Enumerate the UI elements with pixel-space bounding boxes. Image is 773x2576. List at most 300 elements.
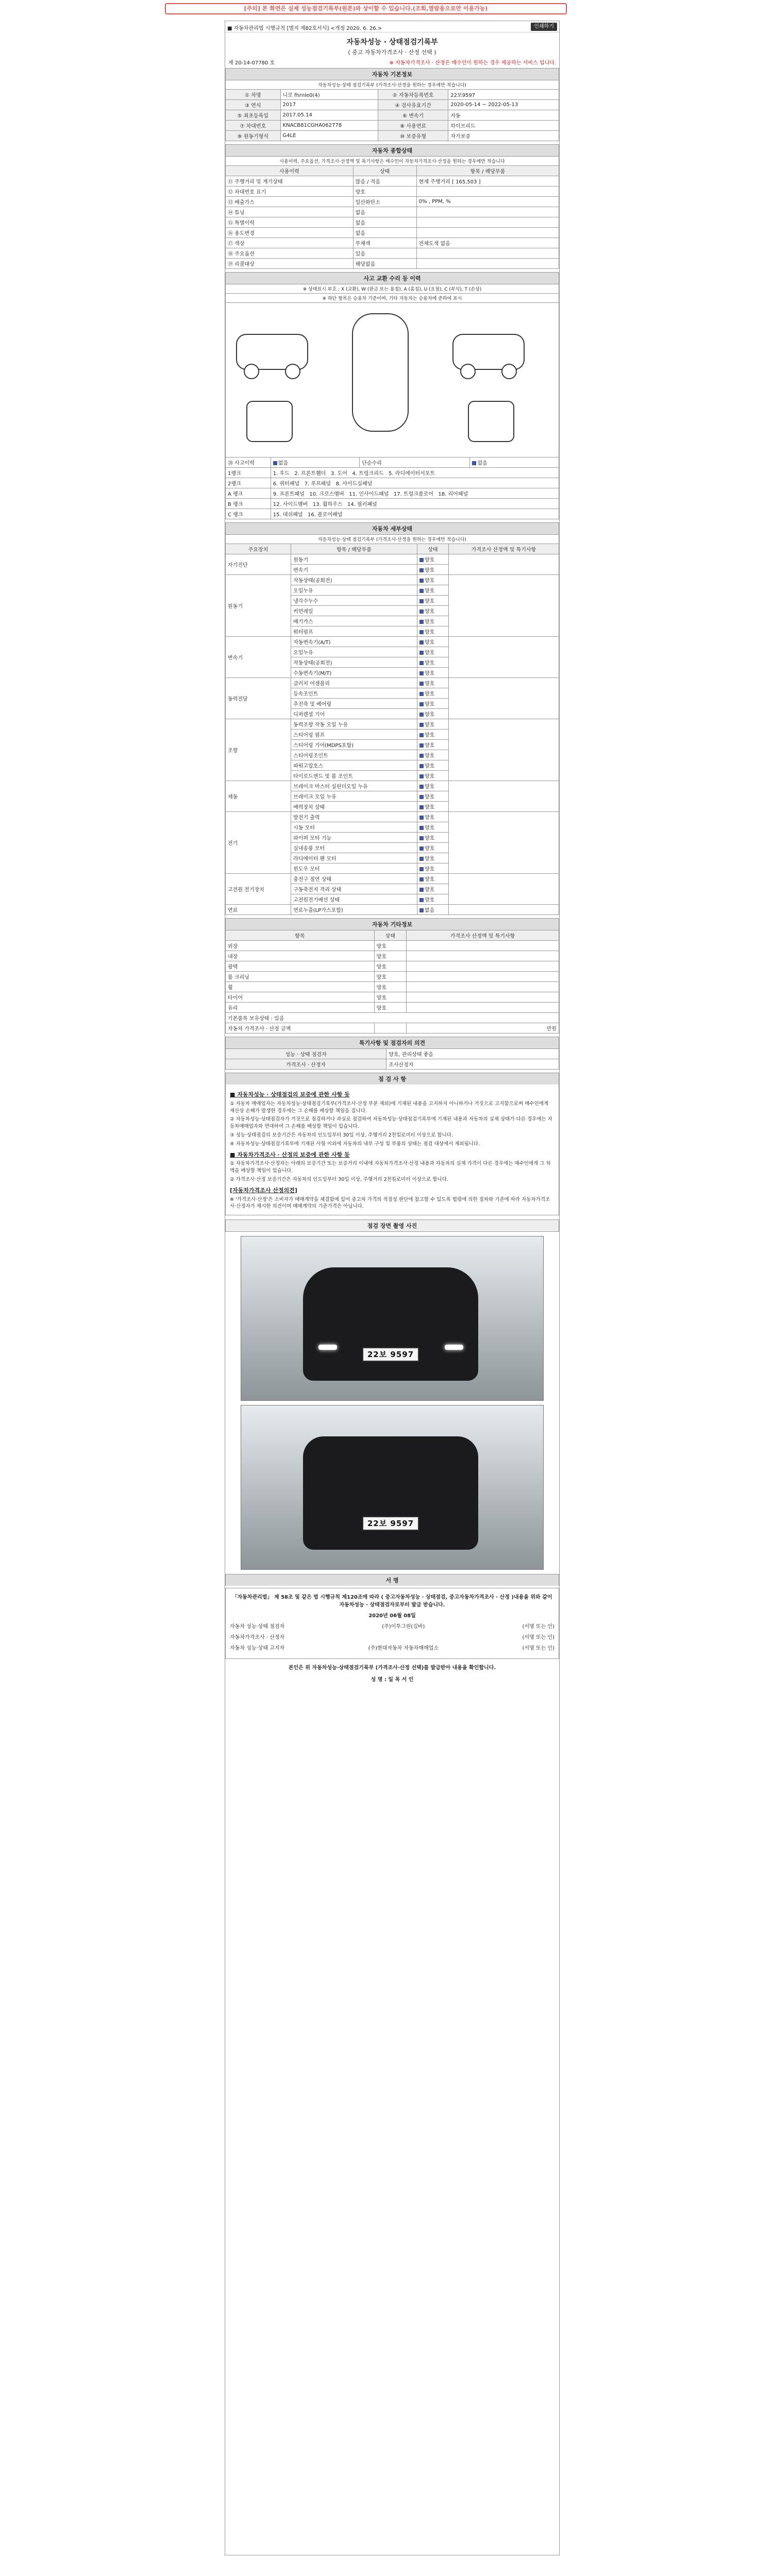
status-cell (417, 905, 448, 915)
opinion-value: 양호, 관리상태 좋음 (386, 1049, 559, 1059)
group-name: 동력전달 (226, 678, 291, 719)
status-cell (417, 565, 448, 575)
table-cell: 해당없음 (353, 259, 416, 269)
item-name: 커먼레일 (291, 606, 417, 616)
checkbox-icon (419, 764, 424, 768)
status-label: 양호 (424, 887, 435, 893)
table-cell: 무채색 (353, 238, 416, 248)
checkbox-icon (273, 461, 277, 465)
table-cell: 사용이력 (226, 166, 354, 176)
checkbox-icon (419, 774, 424, 778)
item-name: 작동상태(공회전) (291, 575, 417, 585)
item-state: 양호 (374, 982, 406, 992)
status-label: 양호 (424, 733, 435, 738)
table-cell: ⑰ 색상 (226, 238, 354, 248)
car-rear-image (303, 1436, 478, 1550)
signature-cell: 자동차 성능·상태 점검자 (230, 1624, 285, 1630)
checkbox-icon (419, 826, 424, 830)
checkbox-icon (419, 702, 424, 706)
item-name: 윈도우 모터 (291, 863, 417, 874)
grade-b-label: B 랭크 (226, 499, 271, 509)
status-label: 양호 (424, 619, 435, 625)
status-label: 양호 (424, 712, 435, 718)
repair-label: 단순수리 (360, 457, 470, 468)
status-cell (417, 668, 448, 678)
table-row (226, 110, 559, 121)
item-name: 디퍼렌셜 기어 (291, 709, 417, 719)
status-title: 자동차 종합상태 (225, 144, 559, 156)
price-note-cell (448, 637, 559, 678)
checkbox-icon (419, 692, 424, 696)
checkbox-icon (419, 651, 424, 655)
table-row (226, 972, 559, 982)
signature-block (225, 1588, 559, 1659)
table-row (226, 812, 559, 822)
item-name: 브레이크 오일 누유 (291, 791, 417, 802)
table-cell: 양호 (353, 187, 416, 197)
rear-photo (241, 1405, 544, 1570)
detail-note: 자동차성능·상태 점검기록부 (가격조사·산정을 원하는 경우에만 적습니다) (225, 534, 559, 544)
table-row (226, 575, 559, 585)
item-name: 오일누유 (291, 585, 417, 596)
form-header (225, 21, 559, 32)
checkbox-icon (419, 805, 424, 809)
status-label: 양호 (424, 691, 435, 697)
status-label: 양호 (424, 877, 435, 883)
notice-paragraph: ① 자동차 매매업자는 자동차성능·상태점검기록부(가격조사·산정 부분 제외)에 기재된 내용을 고지하지 아니하거나 거짓으로 고지함으로써 매수인에게 재산상 손해가 발생한 경우에는 그 손해를 배상할 책임을 집니다. (230, 1100, 549, 1114)
table-cell: ⑭ 튜닝 (226, 207, 354, 217)
item-name: 발전기 출력 (291, 812, 417, 822)
item-name: 등속조인트 (291, 688, 417, 699)
table-cell: ⑲ 리콜대상 (226, 259, 354, 269)
table-row (226, 121, 559, 131)
table-row (226, 187, 559, 197)
checkbox-icon (419, 609, 424, 614)
item-name: 파워고압호스 (291, 760, 417, 771)
price-unit: 만원 (407, 1023, 559, 1033)
item-name: 내장 (226, 951, 375, 961)
field-label: ④ 검사유효기간 (378, 100, 448, 110)
document-title: 자동차성능 · 상태점검기록부 (346, 38, 438, 46)
signature-statement: 「자동차관리법」 제 58조 및 같은 법 시행규칙 제120조에 따라 ( 중고자동차성능 · 상태점검, 중고자동차가격조사 · 산정 )내용을 위와 같이 자동차성능 · 상태점검자로부터 발급 받습니다. (232, 1595, 552, 1608)
status-label: 양호 (424, 588, 435, 594)
checkbox-icon (419, 743, 424, 748)
print-button[interactable]: 인쇄하기 (531, 23, 557, 31)
table-row (226, 176, 559, 187)
status-cell (417, 688, 448, 699)
item-state: 양호 (374, 972, 406, 982)
price-note-cell (448, 678, 559, 719)
table-cell: 많음 / 적음 (353, 176, 416, 187)
status-label: 양호 (424, 856, 435, 862)
status-label: 양호 (424, 578, 435, 584)
status-cell (417, 709, 448, 719)
item-name: 유리 (226, 1003, 375, 1013)
opinion-label: 가격조사 · 산정자 (226, 1059, 386, 1070)
price-note-cell (407, 961, 559, 972)
table-row (226, 1049, 559, 1059)
status-cell (417, 678, 448, 688)
status-cell (417, 833, 448, 843)
table-row (226, 678, 559, 688)
table-row (226, 992, 559, 1003)
status-label: 양호 (424, 764, 435, 769)
field-label: ③ 연식 (226, 100, 281, 110)
item-name: 광택 (226, 961, 375, 972)
group-name: 연료 (226, 905, 291, 915)
item-name: 연료누출(LP가스포함) (291, 905, 417, 915)
table-cell: 전체도색 없음 (416, 238, 559, 248)
opinion-value: 조사산정자 (386, 1059, 559, 1070)
status-label: 양호 (424, 867, 435, 872)
field-value: 자동 (448, 110, 559, 121)
status-cell (417, 884, 448, 894)
price-note-cell (407, 992, 559, 1003)
notice-paragraph: ※ '가격조사·산정'은 소비자가 매매계약을 체결함에 있어 중고차 가격의 적절성 판단에 참고할 수 있도록 법령에 의한 절차와 기준에 따라 자동차가격조사·산정자가 제시한 의견이며 매매계약의 기준가격은 아닙니다. (230, 1196, 550, 1210)
signature-title: 서 명 (225, 1574, 559, 1586)
item-state: 양호 (374, 961, 406, 972)
service-notice: ※ 자동차가격조사 · 산정은 매수인이 원하는 경우 제공하는 서비스 입니다. (389, 60, 557, 66)
status-label: 양호 (424, 557, 435, 563)
table-row (226, 961, 559, 972)
item-name: 타이어 (226, 992, 375, 1003)
table-row (226, 207, 559, 217)
group-name: 조향 (226, 719, 291, 781)
field-label: ② 자동차등록번호 (378, 90, 448, 100)
status-label: 양호 (424, 774, 435, 779)
status-label: 양호 (424, 784, 435, 790)
price-note-cell (448, 575, 559, 637)
item-name: 작동상태(공회전) (291, 657, 417, 668)
item-state: 양호 (374, 941, 406, 951)
item-name: 오일누유 (291, 647, 417, 657)
price-note-cell (448, 554, 559, 575)
status-cell (417, 699, 448, 709)
checkbox-icon (419, 908, 424, 912)
table-row (226, 228, 559, 238)
signature-row (230, 1622, 554, 1630)
certificate-number: 제 20-14-07780 호 (228, 60, 275, 66)
status-label: 양호 (424, 836, 435, 841)
table-row (226, 719, 559, 730)
accident-sub: ※ 하단 항목은 승용차 기준이며, 기타 자동차는 승용차에 준하여 표시 (225, 293, 559, 302)
table-row (226, 554, 559, 565)
table-row (226, 259, 559, 269)
item-state: 양호 (374, 992, 406, 1003)
price-note-cell (407, 1003, 559, 1013)
checkbox-icon (419, 795, 424, 799)
table-cell: ⑮ 특별이력 (226, 217, 354, 228)
wheel-icon (501, 364, 517, 379)
price-label: 자동차 가격조사 · 산정 금액 (226, 1023, 375, 1033)
group-name: 전기 (226, 812, 291, 874)
checkbox-icon (472, 461, 476, 465)
table-cell (416, 187, 559, 197)
table-cell: ⑯ 용도변경 (226, 228, 354, 238)
headlight-icon (445, 1345, 463, 1350)
checkbox-icon (419, 713, 424, 717)
checkbox-icon (419, 723, 424, 727)
field-value: 2017 (280, 100, 378, 110)
table-cell: 없음 (353, 228, 416, 238)
table-row (226, 941, 559, 951)
status-cell (417, 771, 448, 781)
table-row (226, 131, 559, 141)
table-cell (416, 217, 559, 228)
car-front-outline (246, 401, 293, 442)
signature-cell: 자동차가격조사 · 산정자 (230, 1635, 285, 1641)
checkbox-icon (419, 785, 424, 789)
notices-title: 점 검 사 항 (225, 1073, 559, 1084)
opinion-label: 성능 · 상태 점검자 (226, 1049, 386, 1059)
status-cell (417, 626, 448, 637)
status-cell (417, 585, 448, 596)
notice-paragraph: ④ 자동차성능·상태점검기록부에 기재된 사항 이외에 자동차의 내부 구성 및 부품의 상태는 점검 대상에서 제외됩니다. (230, 1141, 480, 1147)
document-subtitle: ( 중고 자동차가격조사 · 산정 선택 ) (348, 49, 436, 56)
rank2-label: 2랭크 (226, 478, 271, 488)
status-label: 양호 (424, 671, 435, 676)
checkbox-icon (419, 867, 424, 871)
price-note-cell (448, 905, 559, 915)
table-cell: 없음 (353, 207, 416, 217)
basic-info-note: 자동차성능·상태 점검기록부 (가격조사·산정을 원하는 경우에만 적습니다) (225, 80, 559, 89)
signature-date: 2020년 06월 08일 (368, 1613, 416, 1619)
document-meta (225, 56, 559, 68)
checkbox-icon (419, 754, 424, 758)
notice-subhead-2: ■ 자동차가격조사 · 산정의 보증에 관한 사항 등 (230, 1151, 350, 1158)
field-label: ① 차명 (226, 90, 281, 100)
item-name: 스티어링 펌프 (291, 730, 417, 740)
status-cell (417, 843, 448, 853)
status-cell (417, 616, 448, 626)
status-cell (417, 812, 448, 822)
table-row (226, 248, 559, 259)
status-label: 없음 (424, 908, 435, 913)
group-name: 변속기 (226, 637, 291, 678)
checkbox-icon (419, 661, 424, 665)
detail-table (225, 544, 559, 915)
status-cell (417, 760, 448, 771)
notice-subhead-3: [자동차가격조사 산정의견] (230, 1187, 297, 1194)
signature-cell: (주)현대자동차 자동차매매업소 (368, 1646, 439, 1652)
status-label: 양호 (424, 815, 435, 821)
signature-name: 성 명 : 일 목 서 인 (371, 1677, 414, 1683)
status-cell (417, 781, 448, 791)
status-label: 양호 (424, 805, 435, 810)
photos-title: 점검 장면 촬영 사진 (225, 1219, 559, 1232)
status-cell (417, 657, 448, 668)
price-note-cell (448, 719, 559, 781)
table-cell: ⑱ 주요옵션 (226, 248, 354, 259)
signature-cell: (서명 또는 인) (522, 1646, 554, 1652)
front-license-plate: 22보 9597 (362, 1347, 419, 1362)
status-label: 양호 (424, 846, 435, 852)
item-name: 자동변속기(A/T) (291, 637, 417, 647)
car-top-outline (352, 313, 409, 432)
status-cell (417, 575, 448, 585)
status-cell (417, 554, 448, 565)
item-name: 스티어링 기어(MDPS포함) (291, 740, 417, 750)
table-row (226, 874, 559, 884)
table-cell: 현재 주행거리 [ 165,503 ] (416, 176, 559, 187)
table-cell (416, 248, 559, 259)
item-name: 워터펌프 (291, 626, 417, 637)
field-value: 22보9597 (448, 90, 559, 100)
table-row (226, 90, 559, 100)
field-label: ⑦ 차대번호 (226, 121, 281, 131)
table-cell (416, 259, 559, 269)
checkbox-icon (419, 671, 424, 675)
item-name: 수동변속기(M/T) (291, 668, 417, 678)
checkbox-icon (419, 877, 424, 882)
checkbox-icon (419, 568, 424, 572)
price-note-cell (448, 812, 559, 874)
price-note-cell (407, 951, 559, 961)
table-cell: ⑪ 주행거리 및 계기상태 (226, 176, 354, 187)
checkbox-icon (419, 599, 424, 603)
field-label: ⑧ 사용연료 (378, 121, 448, 131)
checkbox-icon (419, 630, 424, 634)
accident-label: ⑳ 사고이력 (226, 457, 271, 468)
table-cell: 있음 (353, 248, 416, 259)
price-note-cell (448, 874, 559, 905)
checkbox-icon (419, 846, 424, 851)
table-row (226, 951, 559, 961)
grade-a-label: A 랭크 (226, 488, 271, 499)
status-cell (417, 606, 448, 616)
item-name: 충전구 절연 상태 (291, 874, 417, 884)
item-state: 양호 (374, 951, 406, 961)
item-name: 브레이크 마스터 실린더오일 누유 (291, 781, 417, 791)
confirmation-footer: 본인은 위 자동차성능·상태점검기록부 (가격조사·산정 선택)를 발급받아 내용을 확인합니다. (288, 1665, 496, 1671)
table-row (226, 637, 559, 647)
checkbox-icon (419, 640, 424, 645)
status-label: 양호 (424, 753, 435, 759)
wheel-icon (244, 364, 259, 379)
checkbox-icon (419, 857, 424, 861)
field-value: 2020-05-14 ~ 2022-05-13 (448, 100, 559, 110)
item-name: 시동 모터 (291, 822, 417, 833)
signature-cell: (서명 또는 인) (522, 1635, 554, 1641)
table-cell: ⑬ 배출가스 (226, 197, 354, 207)
checkbox-icon (419, 620, 424, 624)
item-name: 실내송풍 모터 (291, 843, 417, 853)
field-value: 니로 fhrnle0(4) (280, 90, 378, 100)
basic-info-title: 자동차 기본정보 (225, 68, 559, 80)
item-name: 스티어링조인트 (291, 750, 417, 760)
wheel-icon (460, 364, 476, 379)
table-cell: 없음 (353, 217, 416, 228)
field-value: KNACB81CGHA062778 (280, 121, 378, 131)
status-label: 양호 (424, 609, 435, 615)
group-name: 원동기 (226, 575, 291, 637)
item-state: 양호 (374, 1003, 406, 1013)
table-cell: ⑫ 차대번호 표기 (226, 187, 354, 197)
table-row (226, 1059, 559, 1070)
checkbox-icon (419, 589, 424, 593)
table-cell: 항목 / 해당부품 (416, 166, 559, 176)
detail-title: 자동차 세부상태 (225, 522, 559, 534)
checkbox-icon (419, 836, 424, 840)
status-cell (417, 874, 448, 884)
status-label: 양호 (424, 599, 435, 604)
table-cell (416, 207, 559, 217)
notices-body (225, 1084, 559, 1215)
car-diagram (225, 302, 559, 457)
accident-table: ⑳ 사고이력 없음 단순수리 없음 1랭크 1. 후드 2. 프론트휀더 3. 도어 4. 트렁크리드 5. 라디에이터서포트 2랭크 6. 쿼터패널 7. 루프패널 8. 사이드실패널 A 랭크 9. 프론트패널 10. 크로스멤버 11. 인사이드패널 17. 트렁크플로어 18. 리어패널 B 랭크 12. 사이드멤버 13. 휠하우스 14. 필러패널 C 랭크 15. 대쉬패널 16. 플로어패널 (225, 457, 559, 519)
item-name: 냉각수누수 (291, 596, 417, 606)
status-cell (417, 750, 448, 760)
status-label: 양호 (424, 660, 435, 666)
table-cell (416, 228, 559, 238)
signature-cell: (서명 또는 인) (522, 1624, 554, 1630)
field-label: ⑩ 보증유형 (378, 131, 448, 141)
status-cell (417, 791, 448, 802)
status-cell (417, 719, 448, 730)
notice-paragraph: ② 가격조사·산정 보증기간은 자동차의 인도일부터 30일 이상, 주행거리 2천킬로미터 이상으로 합니다. (230, 1177, 448, 1182)
inspection-record-document (225, 21, 560, 2555)
status-label: 양호 (424, 722, 435, 728)
checkbox-icon (419, 682, 424, 686)
column-header: 항목 (226, 930, 375, 941)
table-row (226, 217, 559, 228)
status-cell (417, 802, 448, 812)
status-label: 양호 (424, 650, 435, 656)
price-note-cell (407, 982, 559, 992)
field-label: ⑤ 최초등록일 (226, 110, 281, 121)
opinion-title: 특기사항 및 점검자의 의견 (225, 1037, 559, 1048)
item-name: 원동기 (291, 554, 417, 565)
status-label: 양호 (424, 681, 435, 687)
checkbox-icon (419, 558, 424, 562)
column-header: 가격조사 산정액 및 특기사항 (407, 930, 559, 941)
status-cell (417, 647, 448, 657)
grade-c-label: C 랭크 (226, 509, 271, 519)
status-label: 양호 (424, 630, 435, 635)
group-name: 자기진단 (226, 554, 291, 575)
column-header: 주요장치 (226, 544, 291, 554)
table-cell: 0% , PPM, % (416, 197, 559, 207)
accident-title: 사고 교환 수리 등 이력 (225, 272, 559, 284)
table-cell: 상태 (353, 166, 416, 176)
table-row (226, 100, 559, 110)
item-name: 타이로드엔드 및 볼 조인트 (291, 771, 417, 781)
status-cell (417, 740, 448, 750)
basic-info-table (225, 89, 559, 141)
status-cell (417, 822, 448, 833)
item-name: 휠 (226, 982, 375, 992)
status-label: 양호 (424, 568, 435, 573)
table-row (226, 1003, 559, 1013)
notice-paragraph: ③ 성능·상태점검의 보증기간은 자동차의 인도일부터 30일 이상, 주행거리 2천킬로미터 이상으로 합니다. (230, 1132, 453, 1138)
item-name: 라디에이터 팬 모터 (291, 853, 417, 863)
signature-cell: (주)이투그린(김바) (382, 1624, 425, 1630)
status-label: 양호 (424, 825, 435, 831)
wheel-icon (285, 364, 300, 379)
table-row (226, 905, 559, 915)
column-header: 상태 (374, 930, 406, 941)
item-name: 동력조향 작동 오일 누유 (291, 719, 417, 730)
signature-row (230, 1643, 554, 1651)
item-name: 클러치 어셈블리 (291, 678, 417, 688)
item-name: 와이퍼 모터 기능 (291, 833, 417, 843)
table-row (226, 238, 559, 248)
group-name: 제동 (226, 781, 291, 812)
column-header: 상태 (417, 544, 448, 554)
etc-table (225, 930, 559, 1033)
notice-paragraph: ① 자동차가격조사·산정자는 아래의 보증기간 또는 보증거리 이내에 자동차가격조사·산정 내용과 자동차의 실제 가격이 다른 경우에는 매수인에게 그 차액을 배상할 책임이 있습니다. (230, 1161, 551, 1174)
checkbox-icon (419, 898, 424, 902)
